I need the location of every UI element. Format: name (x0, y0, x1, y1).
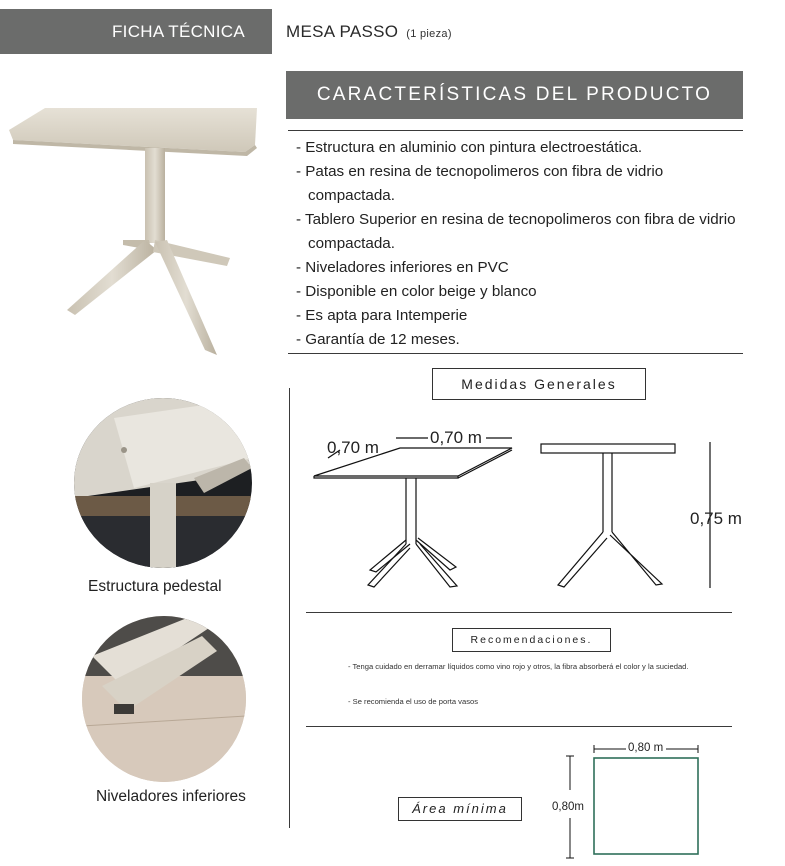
product-qty: (1 pieza) (406, 28, 452, 40)
divider (288, 130, 743, 131)
medidas-title: Medidas Generales (432, 368, 646, 400)
divider (306, 612, 732, 613)
feature-item: - Estructura en aluminio con pintura electroestática. (296, 139, 643, 156)
feature-item: - Niveladores inferiores en PVC (296, 259, 509, 276)
product-name: MESA PASSO (286, 22, 399, 41)
levelers-detail-image (82, 616, 246, 782)
feature-item: - Patas en resina de tecnopolimeros con fibra de vidrio compactada. (296, 163, 664, 204)
table-product-image (5, 100, 265, 365)
depth-dimension: 0,70 m (327, 438, 379, 457)
feature-list (296, 136, 746, 352)
feature-item: - Tablero Superior en resina de tecnopolimeros con fibra de vidrio compactada. (296, 211, 736, 252)
vertical-divider (289, 388, 290, 828)
levelers-caption: Niveladores inferiores (96, 788, 246, 805)
divider (306, 726, 732, 727)
ficha-tecnica-label: FICHA TÉCNICA (112, 22, 245, 41)
ficha-tecnica-banner (0, 9, 272, 54)
area-height-dimension: 0,80m (552, 801, 584, 813)
area-width-dimension: 0,80 m (628, 742, 664, 754)
feature-item: - Disponible en color beige y blanco (296, 283, 537, 300)
width-dimension: 0,70 m (430, 428, 482, 447)
area-minima-title: Área mínima (398, 797, 522, 821)
height-dimension: 0,75 m (690, 509, 742, 528)
pedestal-caption: Estructura pedestal (88, 578, 222, 595)
divider (288, 353, 743, 354)
recomendaciones-title: Recomendaciones. (452, 628, 611, 652)
recomendacion-2: - Se recomienda el uso de porta vasos (348, 697, 479, 706)
feature-item: - Garantía de 12 meses. (296, 331, 460, 348)
feature-item: - Es apta para Intemperie (296, 307, 468, 324)
pedestal-detail-image (74, 398, 252, 568)
product-title (286, 22, 452, 42)
caracteristicas-banner (286, 71, 743, 119)
caracteristicas-title: CARACTERÍSTICAS DEL PRODUCTO (316, 84, 713, 105)
recomendacion-1: - Tenga cuidado en derramar líquidos como vino rojo y otros, la fibra absorberá el color y la suciedad. (348, 662, 689, 671)
